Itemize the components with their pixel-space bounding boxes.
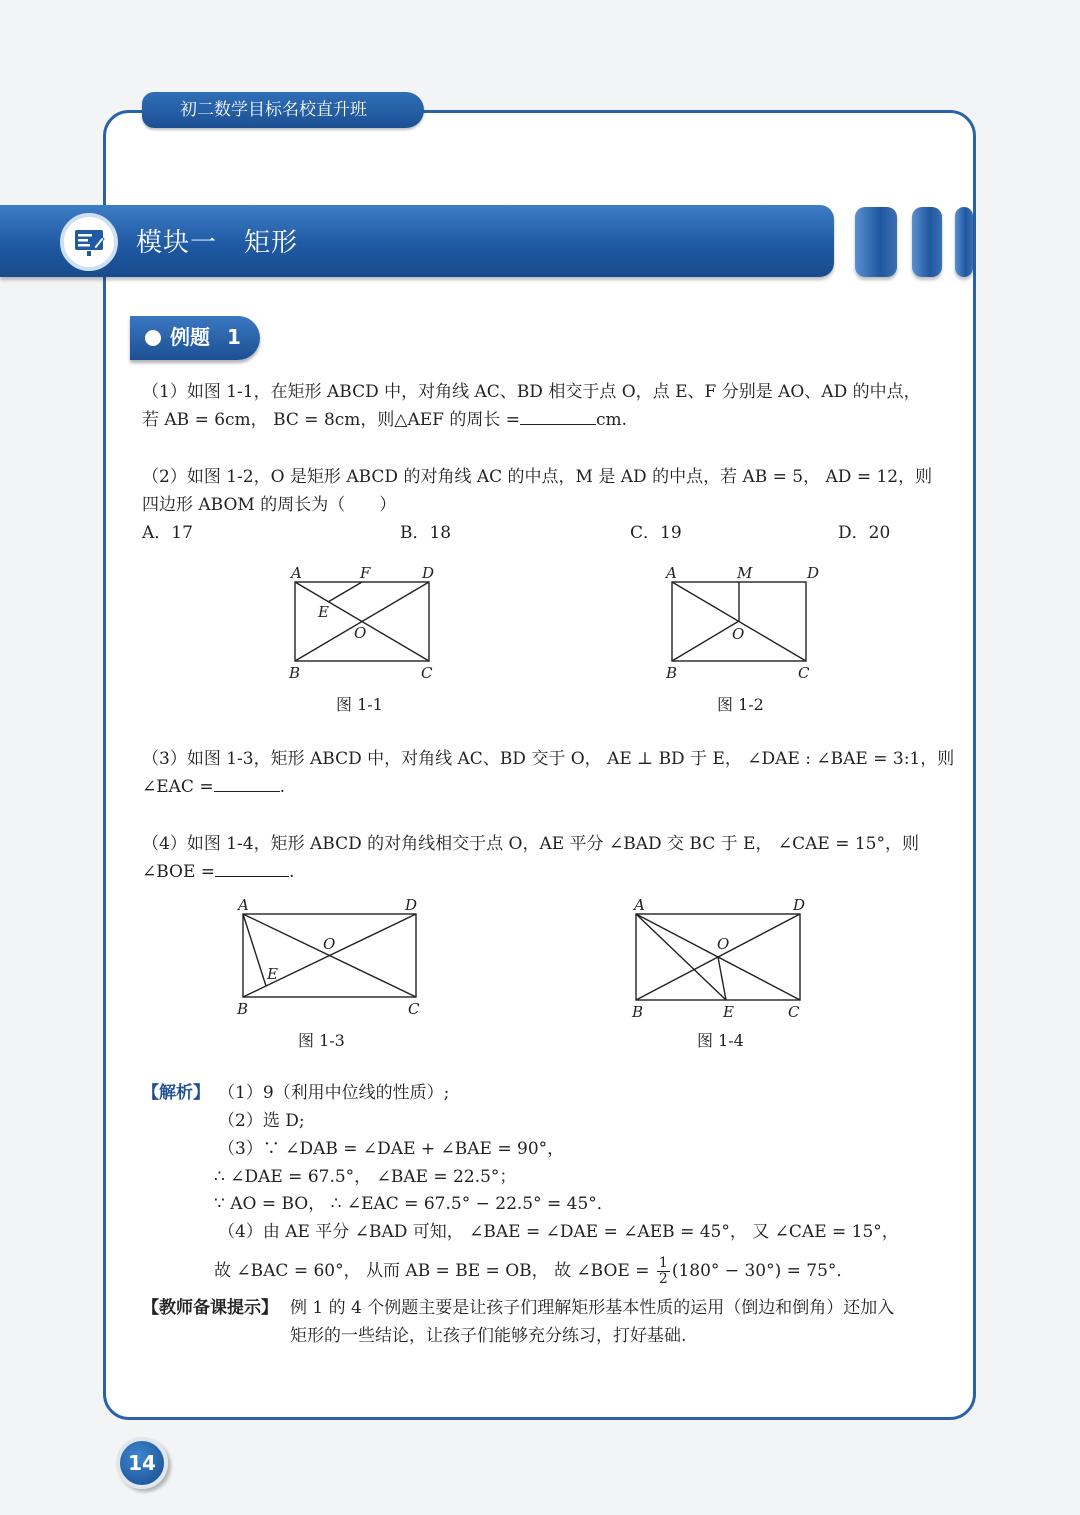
label-m: M — [737, 564, 753, 582]
label-d: D — [422, 564, 435, 582]
q4-line2 — [142, 861, 294, 883]
label-a: A — [238, 896, 249, 914]
segment-ae — [243, 914, 266, 986]
decor-bar — [855, 207, 897, 277]
segment-ef — [328, 582, 362, 602]
label-c: C — [421, 664, 433, 682]
answer-blank — [215, 876, 289, 877]
q1-unit: cm. — [596, 410, 628, 430]
segment-ae — [636, 914, 726, 1000]
label-c: C — [798, 664, 810, 682]
choice-d: D．20 — [838, 523, 891, 543]
label-a: A — [666, 564, 677, 582]
fraction-half — [657, 1256, 670, 1287]
label-e: E — [723, 1003, 734, 1021]
choice-a: A．17 — [142, 523, 193, 543]
solution-line-5: ∵ AO = BO， ∴ ∠EAC = 67.5° − 22.5° = 45°． — [214, 1194, 614, 1214]
solution-line-4: ∴ ∠DAE = 67.5°， ∠BAE = 22.5°； — [214, 1167, 517, 1187]
q2-line1: （2）如图 1-2，O 是矩形 ABCD 的对角线 AC 的中点，M 是 AD 的中点，若 AB = 5， AD = 12，则 — [142, 467, 933, 487]
label-a: A — [291, 564, 302, 582]
fraction-denominator: 2 — [658, 1271, 668, 1287]
module-banner — [0, 205, 834, 277]
solution-line-7-text: 故 ∠BAC = 60°， 从而 AB = BE = OB， 故 ∠BOE = — [214, 1261, 650, 1281]
caption-fig-1-3: 图 1-3 — [298, 1031, 345, 1050]
q1-line1: （1）如图 1-1，在矩形 ABCD 中，对角线 AC、BD 相交于点 O，点 E、F 分别是 AO、AD 的中点， — [142, 382, 921, 402]
q4-text: ∠BOE = — [142, 862, 216, 882]
label-o: O — [323, 935, 336, 953]
solution-line-1: （1）9（利用中位线的性质）; — [218, 1083, 450, 1103]
solution-line-3: （3）∵ ∠DAB = ∠DAE + ∠BAE = 90°， — [218, 1139, 565, 1159]
solution-line-7 — [214, 1256, 853, 1287]
label-e: E — [318, 603, 329, 621]
label-o: O — [717, 935, 730, 953]
q3-text: ∠EAC = — [142, 777, 214, 797]
label-o: O — [732, 625, 745, 643]
decor-bar — [955, 207, 973, 277]
solution-line-7-tail: (180° − 30°) = 75°． — [671, 1261, 854, 1281]
answer-blank — [214, 791, 280, 792]
caption-fig-1-1: 图 1-1 — [336, 695, 383, 714]
label-d: D — [793, 896, 806, 914]
q1-line2 — [142, 409, 627, 431]
example-number: 1 — [226, 325, 241, 349]
module-title: 模块一 矩形 — [136, 228, 299, 258]
label-b: B — [237, 1000, 249, 1018]
label-c: C — [408, 1000, 420, 1018]
solution-tag: 【解析】 — [142, 1083, 210, 1103]
q2-line2: 四边形 ABOM 的周长为（ ） — [142, 495, 397, 515]
teacher-note-line-2: 矩形的一些结论，让孩子们能够充分练习，打好基础. — [290, 1326, 687, 1346]
solution-line-2: （2）选 D; — [218, 1111, 305, 1131]
label-c: C — [788, 1003, 800, 1021]
label-b: B — [289, 664, 301, 682]
label-b: B — [632, 1003, 644, 1021]
segment-bo — [672, 621, 739, 661]
label-f: F — [360, 564, 371, 582]
solution-line-6: （4）由 AE 平分 ∠BAD 可知， ∠BAE = ∠DAE = ∠AEB = 45°， 又 ∠CAE = 15°， — [218, 1222, 899, 1242]
fraction-numerator: 1 — [658, 1255, 668, 1271]
label-d: D — [405, 896, 418, 914]
page-number: 14 — [116, 1437, 168, 1489]
q4-line1: （4）如图 1-4，矩形 ABCD 的对角线相交于点 O，AE 平分 ∠BAD 交 BC 于 E， ∠CAE = 15°，则 — [142, 834, 919, 854]
example-pill — [130, 316, 260, 360]
figure-1-4 — [622, 894, 822, 1028]
caption-fig-1-2: 图 1-2 — [717, 695, 764, 714]
bullet-dot-icon — [145, 330, 161, 346]
teacher-note-line-1: 例 1 的 4 个例题主要是让孩子们理解矩形基本性质的运用（倒边和倒角）还加入 — [290, 1298, 895, 1318]
whiteboard-icon — [60, 213, 118, 271]
q3-period: . — [279, 777, 285, 797]
label-e: E — [267, 965, 278, 983]
figure-1-3 — [228, 894, 433, 1026]
choice-c: C．19 — [630, 523, 682, 543]
answer-blank — [520, 424, 596, 425]
q4-period: . — [289, 862, 295, 882]
label-a: A — [634, 896, 645, 914]
figure-1-2 — [657, 562, 827, 686]
label-b: B — [666, 664, 678, 682]
decor-bar — [912, 207, 942, 277]
label-o: O — [354, 624, 367, 642]
example-label: 例题 — [170, 325, 210, 349]
teacher-note-tag: 【教师备课提示】 — [142, 1298, 278, 1318]
series-tab: 初二数学目标名校直升班 — [142, 92, 424, 128]
figure-1-1 — [280, 562, 450, 686]
q3-line1: （3）如图 1-3，矩形 ABCD 中，对角线 AC、BD 交于 O， AE ⊥ BD 于 E， ∠DAE : ∠BAE = 3:1，则 — [142, 749, 955, 769]
caption-fig-1-4: 图 1-4 — [697, 1031, 744, 1050]
choice-b: B．18 — [400, 523, 452, 543]
label-d: D — [807, 564, 820, 582]
q3-line2 — [142, 776, 285, 798]
q1-text: 若 AB = 6cm， BC = 8cm，则△AEF 的周长 = — [142, 410, 521, 430]
